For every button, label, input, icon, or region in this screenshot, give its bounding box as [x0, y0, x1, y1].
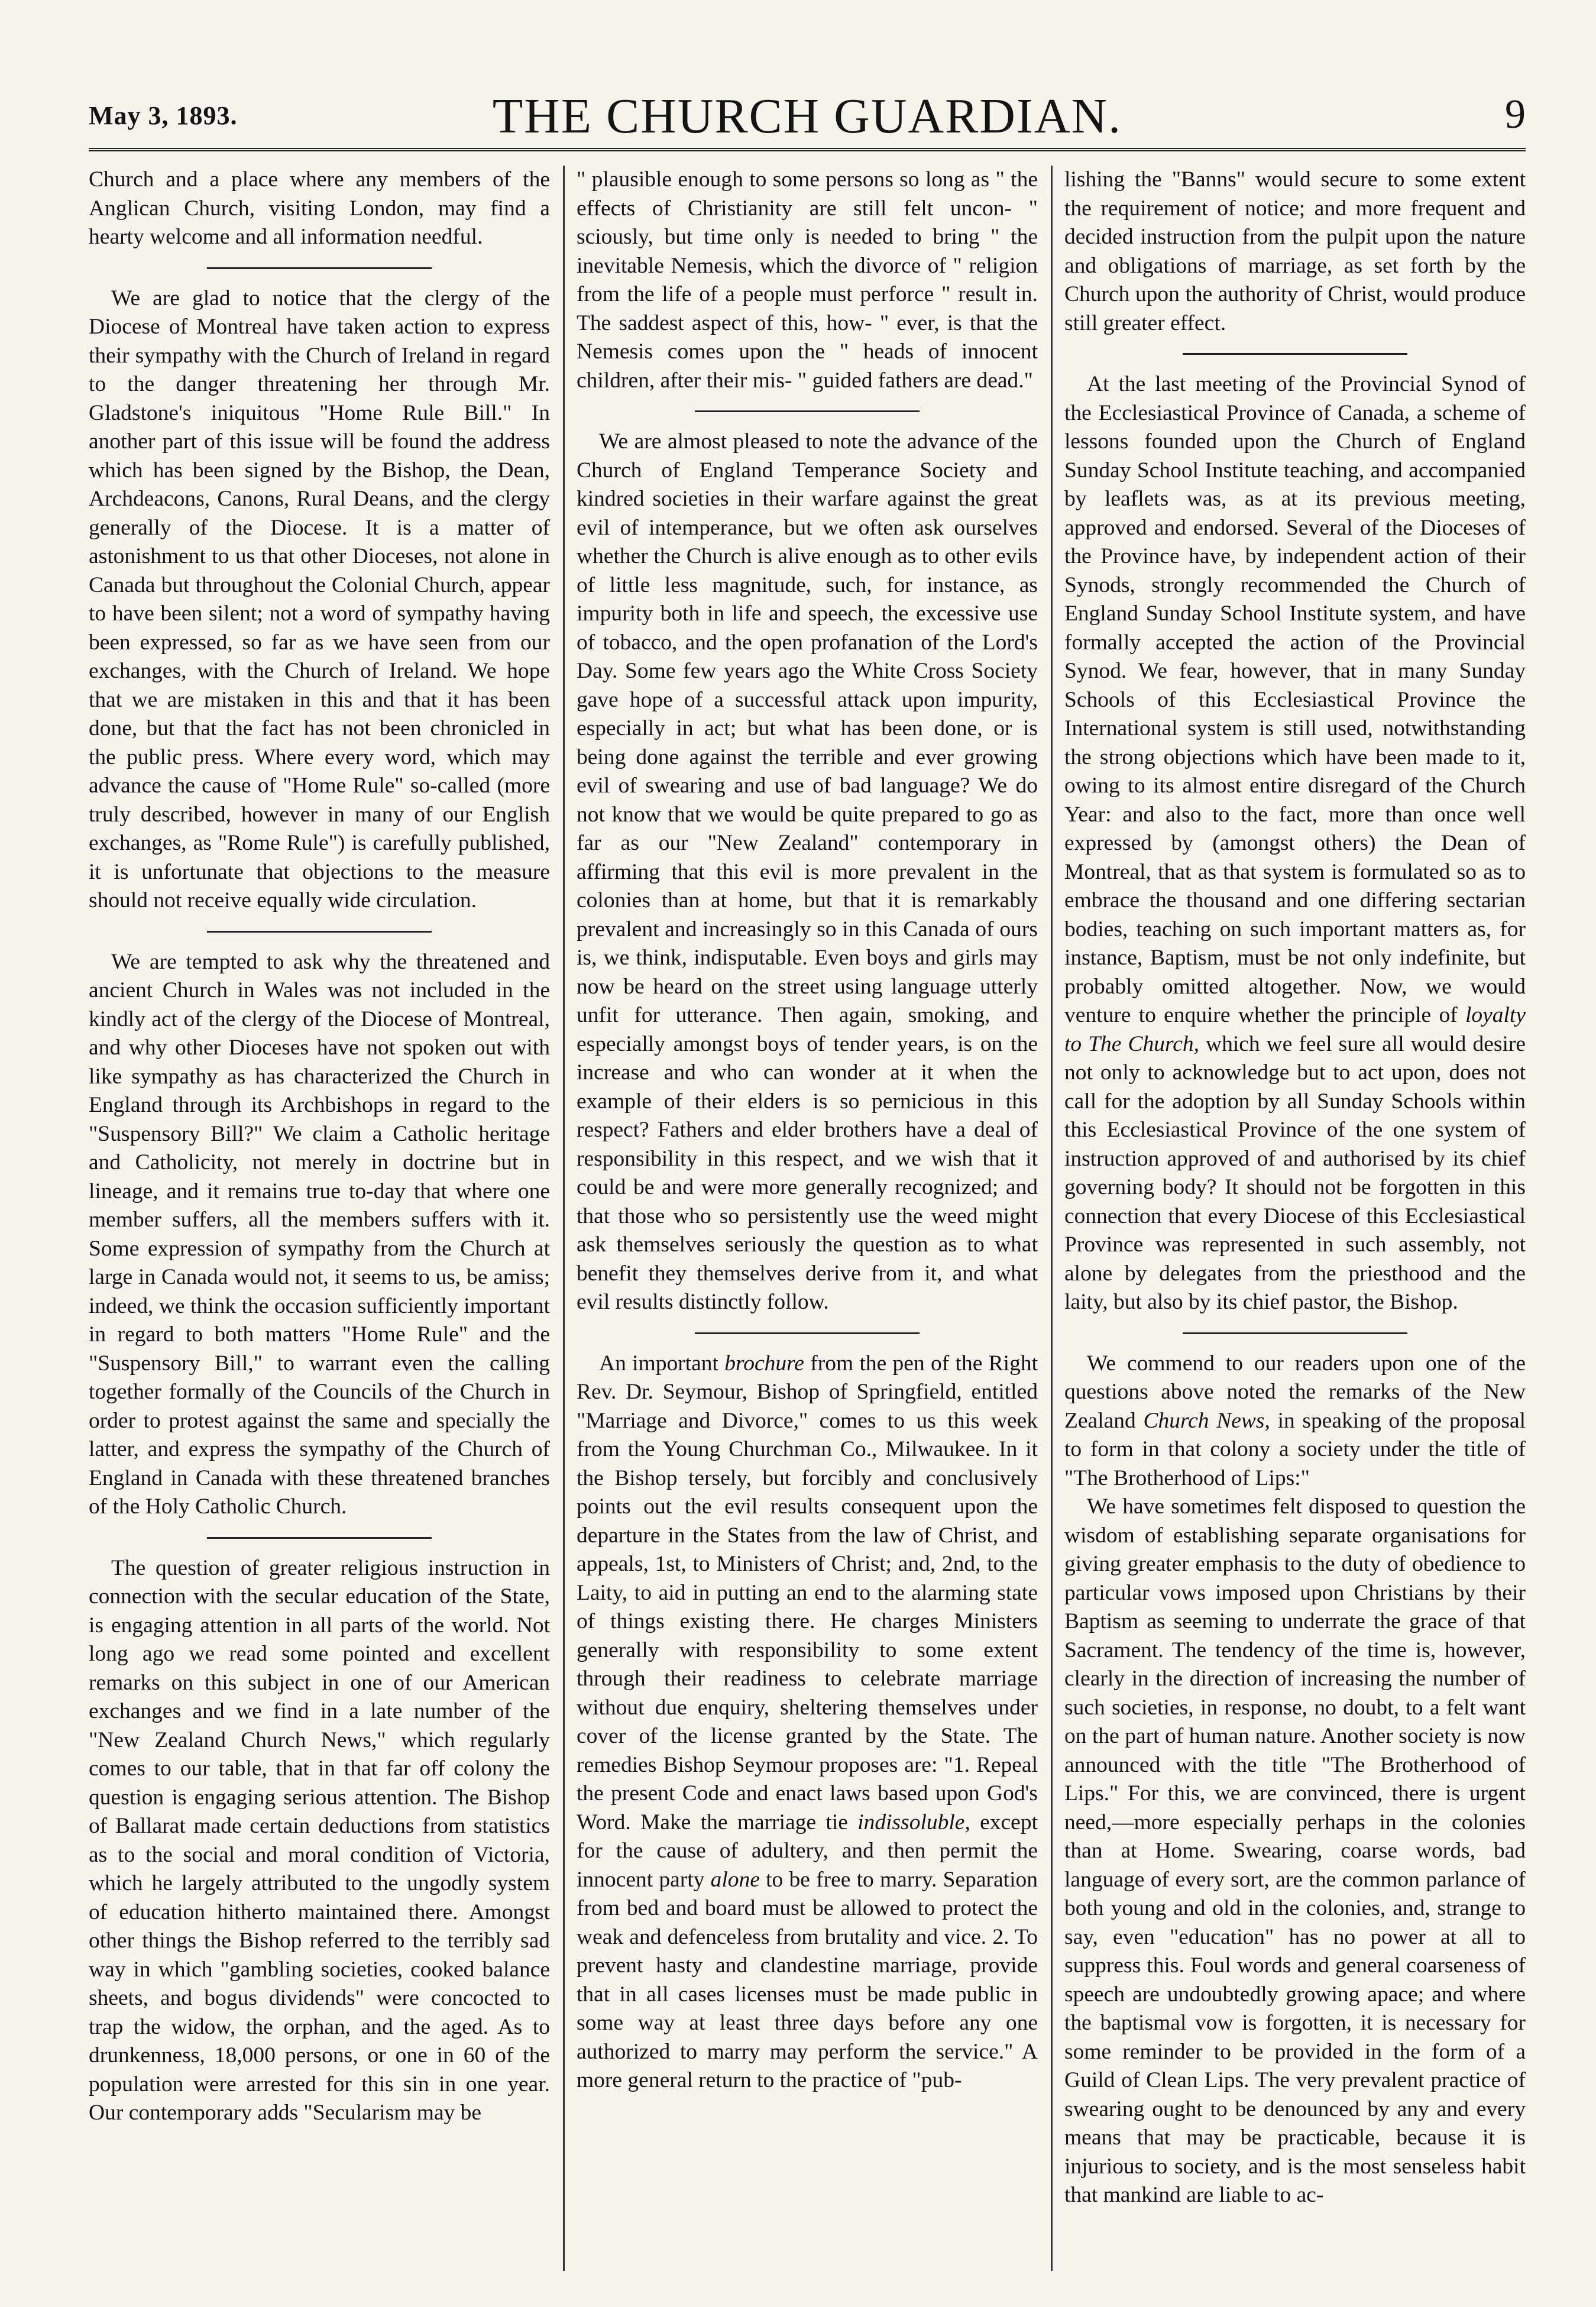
masthead-rule	[89, 148, 1526, 151]
section-separator	[695, 1332, 920, 1334]
col3-paragraph-1: lishing the "Banns" would secure to some extent the requirement of notice; and more frequent and decided instruction from the pulpit upon the nature and obligations of marriage, as set forth by the Church upon the authority of Christ, would produce still greater effect.	[1064, 167, 1526, 335]
col3-p3-italic-church-news: Church News,	[1143, 1408, 1270, 1433]
col2-paragraph-3	[577, 1350, 1038, 2095]
column-divider	[1051, 166, 1053, 2271]
column-1	[89, 166, 550, 2271]
newspaper-title: THE CHURCH GUARDIAN.	[492, 89, 1122, 144]
section-separator	[207, 267, 432, 269]
col2-p3-italic-brochure: brochure	[724, 1351, 804, 1376]
col3-paragraph-4: We have sometimes felt disposed to question the wisdom of establishing separate organisations for giving greater emphasis to the duty of obedience to particular vows imposed upon Christians by their Baptism as seeming to underrate the grace of that Sacrament. The tendency of the time is, however, clearly in the direction of increasing the number of such societies, in response, no doubt, to a felt want on the part of human nature. Another society is now announced with the title "The Brotherhood of Lips." For this, we are convinced, there is urgent need,—more especially perhaps in the colonies than at Home. Swearing, coarse words, bad language of every sort, are the common parlance of both young and old in the colonies, and, strange to say, even "education" has no power at all to suppress this. Foul words and general coarseness of speech are undoubtedly growing apace; and where the baptismal vow is forgotten, it is necessary for some reminder to be provided in the form of a Guild of Clean Lips. The very prevalent practice of swearing ought to be denounced by any and every means that may be practicable, because it is injurious to society, and is the most senseless habit that mankind are liable to ac-	[1064, 1494, 1526, 2207]
column-2	[577, 166, 1038, 2271]
col3-p2-italic-loyalty: loyalty to The Church,	[1064, 1003, 1526, 1056]
col3-p3-text-b: in speaking of the proposal to form in that colony a society under the title of "The Brotherhood of Lips:"	[1064, 1408, 1526, 1490]
col2-p3-italic-alone: alone	[710, 1867, 760, 1892]
col3-p2-text-a: At the last meeting of the Provincial Synod of the Ecclesiastical Province of Canada, a scheme of lessons founded upon the Church of England Sunday School Institute teaching, and accompanied by leaflets was, as at its previous meeting, approved and endorsed. Several of the Dioceses of the Province have, by independent action of their Synods, strongly recommended the Church of England Sunday School Institute system, and have formally accepted the action of the Provincial Synod. We fear, however, that in many Sunday Schools of this Ecclesiastical Province the International system is still used, notwithstanding the strong objections which have been made to it, owing to its almost entire disregard of the Church Year: and also to the fact, more than once well expressed by (amongst others) the Dean of Montreal, that as that system is formulated so as to embrace the thousand and one differing sectarian bodies, teaching on such important matters as, for instance, Baptism, must be not only indefinite, but probably omitted altogether. Now, we would venture to enquire whether the principle of	[1064, 372, 1526, 1027]
col2-p3-text-a: An important	[599, 1351, 725, 1376]
col1-paragraph-1: Church and a place where any members of the Anglican Church, visiting London, may find a hearty welcome and all information needful.	[89, 167, 550, 249]
col3-p3-text-a: We commend to our readers upon one of the questions above noted the remarks of the New Zealand	[1064, 1351, 1526, 1433]
masthead	[89, 83, 1526, 166]
col1-paragraph-2: We are glad to notice that the clergy of the Diocese of Montreal have taken action to express their sympathy with the Church of Ireland in regard to the danger threatening her through Mr. Gladstone's iniquitous "Home Rule Bill." In another part of this issue will be found the address which has been signed by the Bishop, the Dean, Archdeacons, Canons, Rural Deans, and the clergy generally of the Diocese. It is a matter of astonishment to us that other Dioceses, not alone in Canada but throughout the Colonial Church, appear to have been silent; not a word of sympathy having been expressed, so far as we have seen from our exchanges, with the Church of Ireland. We hope that we are mistaken in this and that it has been done, but that the fact has not been chronicled in the public press. Where every word, which may advance the cause of "Home Rule" so-called (more truly described, however in many of our English exchanges, as "Rome Rule") is carefully published, it is unfortunate that objections to the measure should not receive equally wide circulation.	[89, 286, 550, 913]
col2-paragraph-1: " plausible enough to some persons so long as " the effects of Christianity are still felt uncon- " sciously, but time only is needed to bring " the inevitable Nemesis, which the divorce of " religion from the life of a people must perforce " result in. The saddest aspect of this, how- " ever, is that the Nemesis comes upon the " heads of innocent children, after their mis- " guided fathers are dead."	[577, 167, 1038, 393]
section-separator	[695, 410, 920, 412]
section-separator	[1183, 353, 1407, 355]
col2-p3-text-b: from the pen of the Right Rev. Dr. Seymour, Bishop of Springfield, entitled "Marriage and Divorce," comes to us this week from the Young Churchman Co., Milwaukee. In it the Bishop tersely, but forcibly and conclusively points out the evil results consequent upon the departure in the States from the law of Christ, and appeals, 1st, to Ministers of Christ; and, 2nd, to the Laity, to aid in putting an end to the alarming state of things existing there. He charges Ministers generally with responsibility to some extent through their readiness to celebrate marriage without due enquiry, sheltering themselves under cover of the license granted by the State. The remedies Bishop Seymour proposes are: "1. Repeal the present Code and enact laws based upon God's Word. Make the marriage tie	[577, 1351, 1038, 1834]
col1-paragraph-4: The question of greater religious instruction in connection with the secular education of the State, is engaging attention in all parts of the world. Not long ago we read some pointed and excellent remarks on this subject in one of our American exchanges and we find in a late number of the "New Zealand Church News," which regularly comes to our table, that in that far off colony the question is engaging serious attention. The Bishop of Ballarat made certain deductions from statistics as to the social and moral condition of Victoria, which he largely attributed to the ungodly system of education hitherto maintained there. Amongst other things the Bishop referred to the terribly sad way in which "gambling societies, cooked balance sheets, and bogus dividends" were concocted to trap the widow, the orphan, and the aged. As to drunkenness, 18,000 persons, or one in 60 of the population were arrested for this sin in one year. Our contemporary adds "Secularism may be	[89, 1555, 550, 2125]
article-columns	[89, 166, 1526, 2271]
section-separator	[1183, 1332, 1407, 1334]
page-number: 9	[1505, 92, 1526, 137]
col2-paragraph-2: We are almost pleased to note the advance of the Church of England Temperance Society and kindred societies in their warfare against the great evil of intemperance, but we often ask ourselves whether the Church is alive enough as to other evils of little less magnitude, such, for instance, as impurity both in life and speech, the excessive use of tobacco, and the open profanation of the Lord's Day. Some few years ago the White Cross Society gave hope of a successful attack upon impurity, especially in act; but what has been done, or is being done against the terrible and ever growing evil of swearing and use of bad language? We do not know that we would be quite prepared to go as far as our "New Zealand" contemporary in affirming that this evil is more prevalent in the colonies than at home, but that it is remarkably prevalent and increasingly so in this Canada of ours is, we think, indisputable. Even boys and girls may now be heard on the street using language utterly unfit for utterance. Then again, smoking, and especially amongst boys of tender years, is on the increase and who can wonder at it when the example of their elders is so pernicious in this respect? Fathers and elder brothers have a deal of responsibility in this respect, and we wish that it could be and were more generally recognized; and that those who so persistently use the weed might ask themselves seriously the question as to what benefit they themselves derive from it, and what evil results distinctly follow.	[577, 429, 1038, 1314]
column-divider	[563, 166, 565, 2271]
col2-p3-text-c: except for the cause of adultery, and then permit the innocent party	[577, 1810, 1038, 1892]
section-separator	[207, 931, 432, 933]
col3-paragraph-2	[1064, 370, 1526, 1317]
col1-paragraph-3: We are tempted to ask why the threatened and ancient Church in Wales was not included in the kindly act of the clergy of the Diocese of Montreal, and why other Dioceses have not spoken out with like sympathy as has characterized the Church in England through its Archbishops in regard to the "Suspensory Bill?" We claim a Catholic heritage and Catholicity, not merely in doctrine but in lineage, and it remains true to-day that where one member suffers, all the members suffers with it. Some expression of sympathy from the Church at large in Canada would not, it seems to us, be amiss; indeed, we think the occasion sufficiently important in regard to both matters "Home Rule" and the "Suspensory Bill," to warrant even the calling together formally of the Councils of the Church in order to protest against the same and specially the latter, and express the sympathy of the Church of England in Canada with these threatened branches of the Holy Catholic Church.	[89, 949, 550, 1519]
section-separator	[207, 1537, 432, 1539]
issue-date: May 3, 1893.	[89, 101, 238, 130]
col2-p3-text-d: to be free to marry. Separation from bed and board must be allowed to protect the weak and defenceless from brutality and vice. 2. To prevent hasty and clandestine marriage, provide that in all cases licenses must be made public in some way at least three days before any one authorized to marry may perform the service." A more general return to the practice of "pub-	[577, 1867, 1038, 2092]
col3-p2-text-b: which we feel sure all would desire not only to acknowledge but to act upon, does not call for the adoption by all Sunday Schools within this Ecclesiastical Province of the one system of instruction approved of and authorised by its chief governing body? It should not be forgotten in this connection that every Diocese of this Ecclesiastical Province was represented in such assembly, not alone by delegates from the priesthood and the laity, but also by its chief pastor, the Bishop.	[1064, 1031, 1526, 1314]
col3-paragraph-3	[1064, 1350, 1526, 1493]
col2-p3-italic-indissoluble: indissoluble,	[857, 1810, 970, 1834]
column-3	[1064, 166, 1526, 2271]
